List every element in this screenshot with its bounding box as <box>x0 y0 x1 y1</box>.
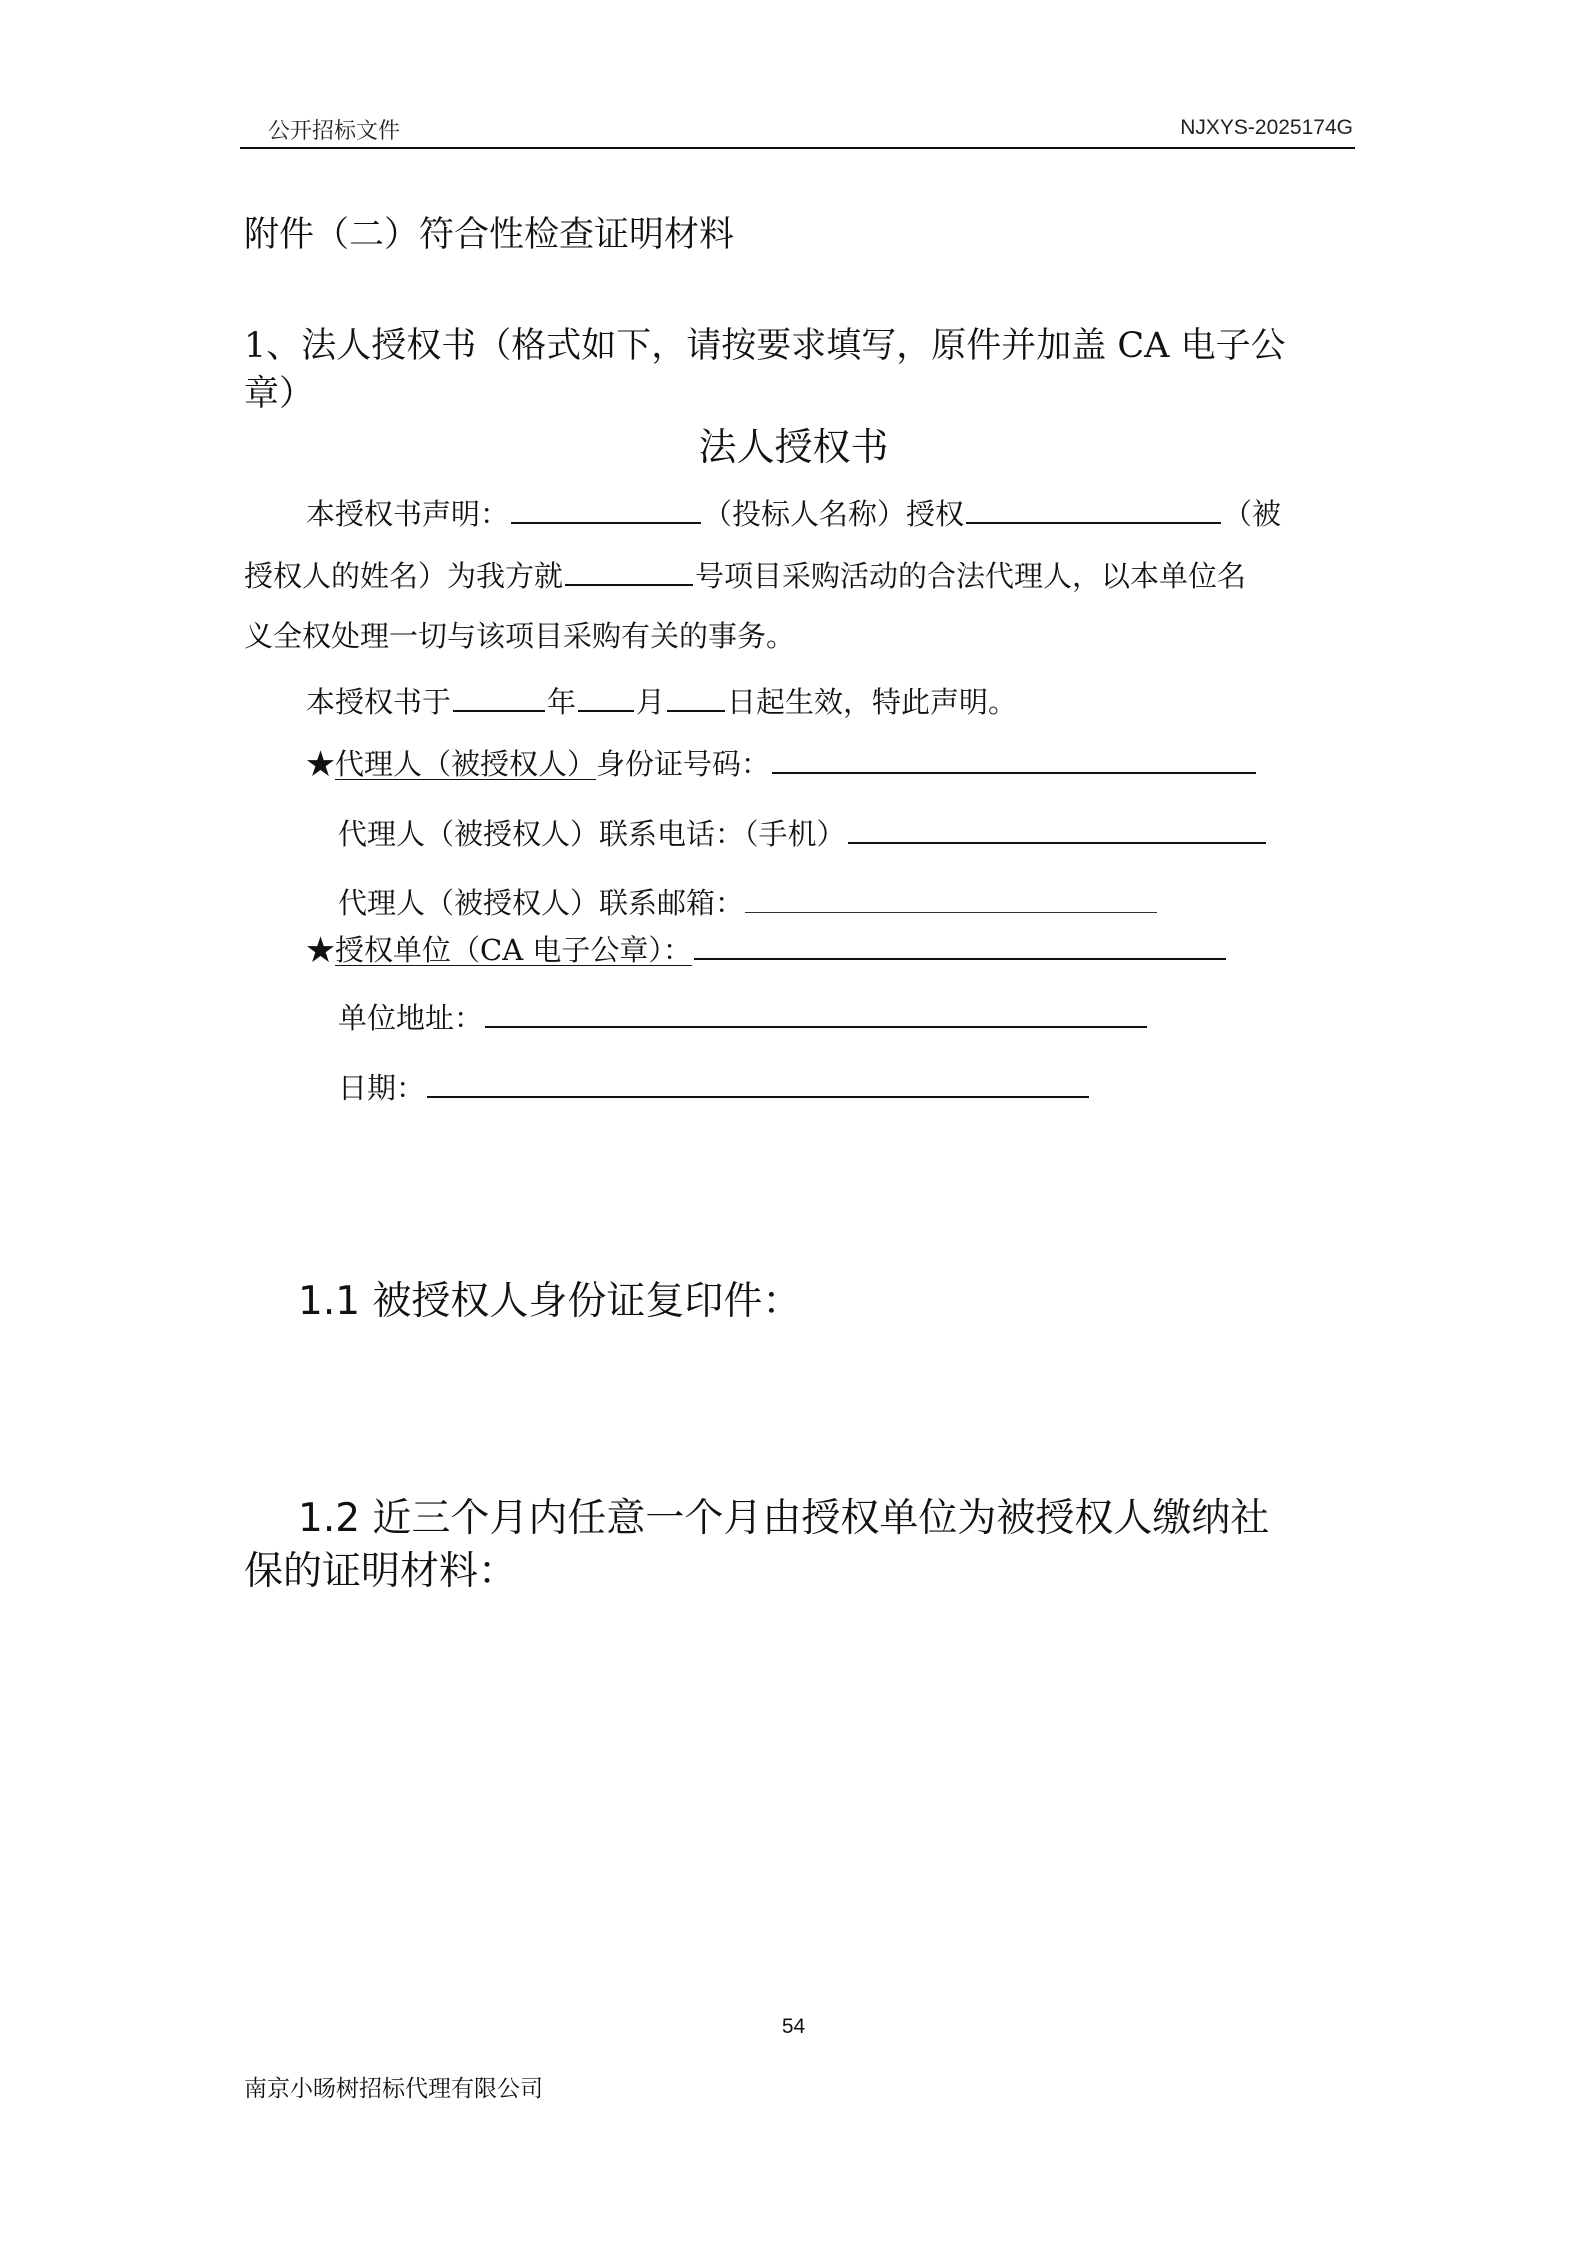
email-label: 代理人（被授权人）联系邮箱： <box>338 886 745 920</box>
statement-line-2-tail: 号项目采购活动的合法代理人，以本单位名 <box>695 559 1247 593</box>
seal-field <box>306 928 1228 971</box>
phone-label: 代理人（被授权人）联系电话：（手机） <box>338 817 846 851</box>
seal-label: 授权单位（CA 电子公章）： <box>335 933 692 967</box>
subsection-1-1: 1.1 被授权人身份证复印件： <box>298 1279 802 1324</box>
statement-line-3: 义全权处理一切与该项目采购有关的事务。 <box>244 619 796 653</box>
page-number: 54 <box>781 2015 806 2038</box>
day-blank[interactable] <box>667 680 725 712</box>
effective-prefix: 本授权书于 <box>306 685 452 719</box>
statement-prefix: 本授权书声明： <box>306 497 510 531</box>
address-label: 单位地址： <box>338 1001 484 1035</box>
month-label: 月 <box>636 685 666 719</box>
annex-title: 附件（二）符合性检查证明材料 <box>244 215 735 255</box>
header-project-number: NJXYS-2025174G <box>1180 116 1353 139</box>
header-rule <box>240 147 1355 149</box>
date-blank[interactable] <box>427 1066 1089 1098</box>
statement-bidder-note: （投标人名称）授权 <box>703 497 965 531</box>
effective-suffix: 日起生效，特此声明。 <box>727 685 1018 719</box>
star-icon: ★ <box>306 747 336 781</box>
project-number-blank[interactable] <box>565 554 693 586</box>
bidder-name-blank[interactable] <box>511 492 701 524</box>
header-doc-type: 公开招标文件 <box>268 119 401 144</box>
section-heading-line-2: 章） <box>244 374 315 414</box>
subsection-1-2-line-2: 保的证明材料： <box>244 1549 518 1594</box>
date-field <box>338 1066 1091 1109</box>
id-number-blank[interactable] <box>772 742 1256 774</box>
subsection-1-2-line-1: 1.2 近三个月内任意一个月由授权单位为被授权人缴纳社 <box>298 1496 1270 1541</box>
year-blank[interactable] <box>453 680 545 712</box>
email-field <box>338 882 1158 924</box>
footer-company: 南京小旸树招标代理有限公司 <box>244 2076 543 2102</box>
id-number-field <box>306 742 1258 785</box>
address-field <box>338 996 1149 1039</box>
date-label: 日期： <box>338 1071 426 1105</box>
star-icon: ★ <box>306 933 336 967</box>
id-label-underlined: 代理人（被授权人） <box>335 747 597 781</box>
authorized-person-blank[interactable] <box>966 492 1221 524</box>
statement-line-2 <box>244 554 1246 597</box>
effective-date-line <box>306 680 1017 723</box>
section-heading-line-1: 1、法人授权书（格式如下，请按要求填写，原件并加盖 CA 电子公 <box>244 326 1286 366</box>
address-blank[interactable] <box>485 996 1147 1028</box>
authorization-title: 法人授权书 <box>698 425 889 469</box>
id-label: 身份证号码： <box>596 747 771 781</box>
statement-tail: （被 <box>1223 497 1282 531</box>
year-label: 年 <box>547 685 577 719</box>
phone-blank[interactable] <box>848 812 1266 844</box>
month-blank[interactable] <box>578 680 634 712</box>
phone-field <box>338 812 1268 855</box>
email-blank[interactable] <box>745 882 1157 913</box>
statement-line-1 <box>306 492 1281 535</box>
statement-line-2-head: 授权人的姓名）为我方就 <box>244 559 564 593</box>
seal-blank[interactable] <box>694 928 1226 960</box>
